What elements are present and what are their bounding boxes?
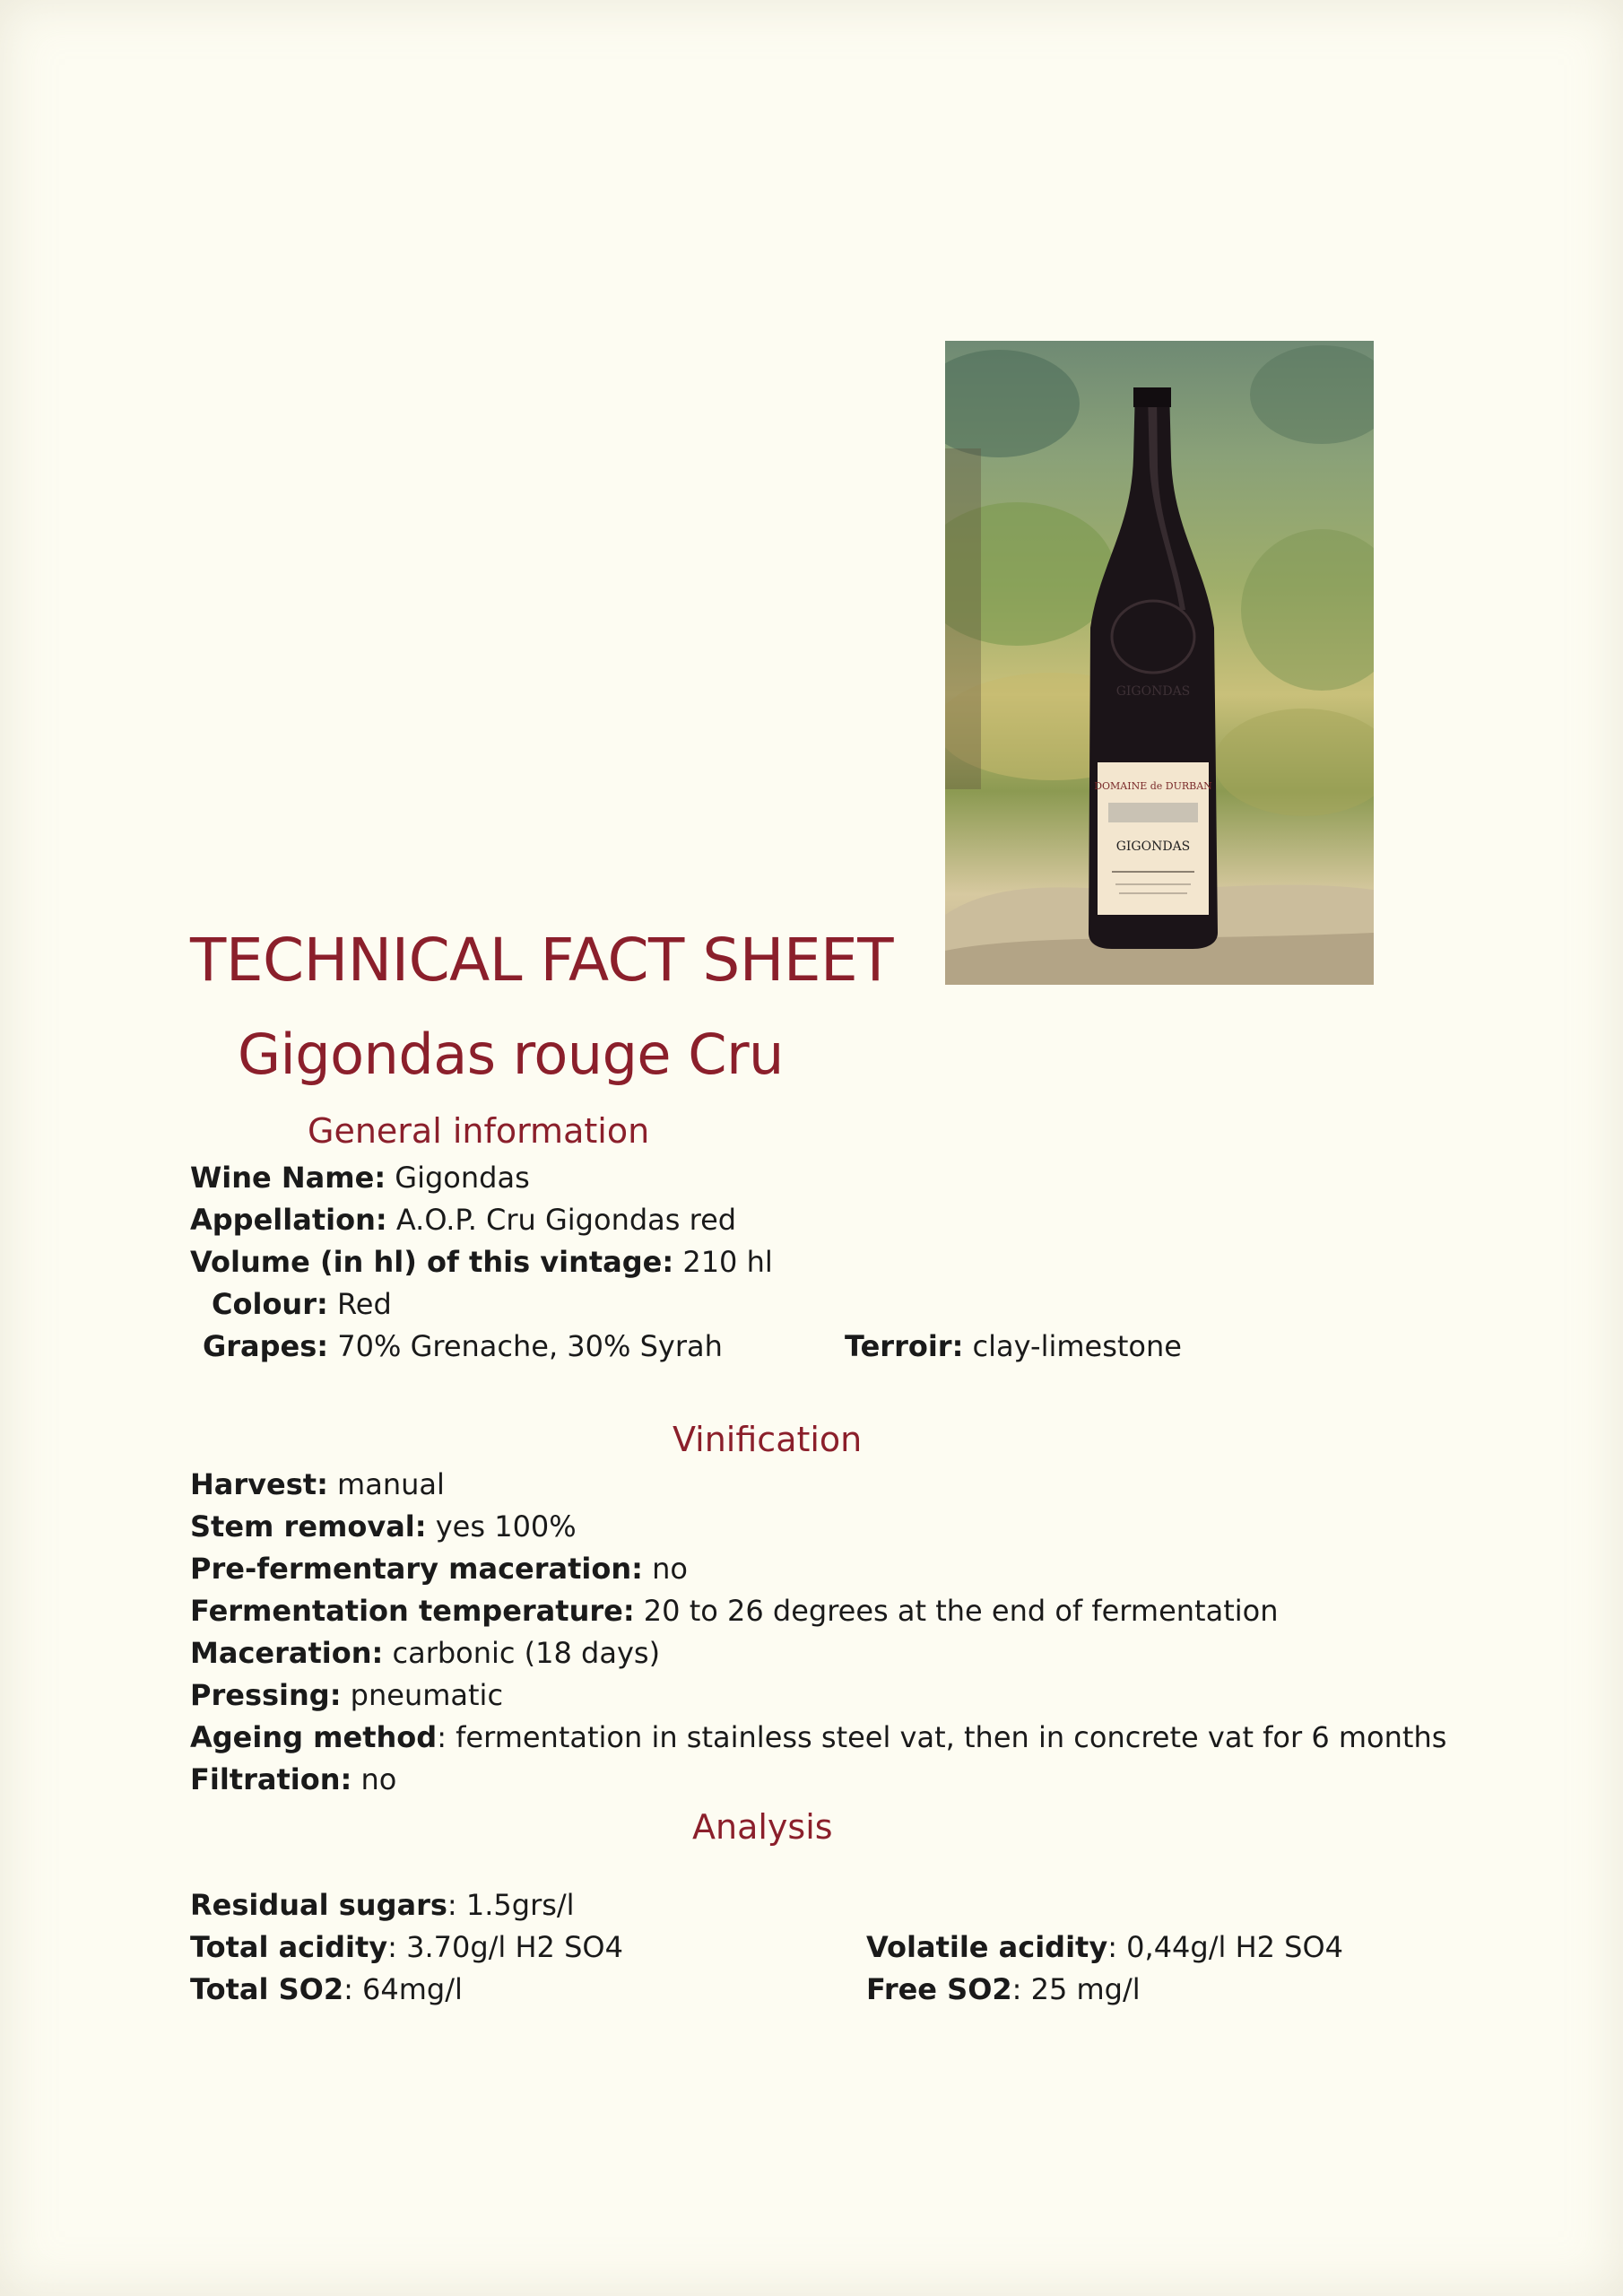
residual-sugars-label: Residual sugars [190,1888,447,1922]
filtration-label: Filtration: [190,1762,352,1796]
pre-fermentary-field [190,1552,688,1586]
harvest-value: manual [327,1467,445,1501]
pre-fermentary-value: no [642,1552,688,1586]
colour-field [212,1287,392,1321]
wine-name-label: Wine Name: [190,1161,386,1195]
appellation-field [190,1203,737,1237]
free-so2-value: : 25 mg/l [1011,1972,1141,2006]
total-acidity-field [190,1930,623,1964]
page-subtitle: Gigondas rouge Cru [238,1022,784,1087]
maceration-label: Maceration: [190,1636,384,1670]
free-so2-field [866,1972,1141,2006]
volume-label: Volume (in hl) of this vintage: [190,1245,674,1279]
total-so2-value: : 64mg/l [343,1972,463,2006]
pressing-value: pneumatic [341,1678,504,1712]
bottle-label-name: GIGONDAS [1115,839,1191,854]
ageing-method-label: Ageing method [190,1720,438,1754]
analysis-heading: Analysis [692,1807,833,1847]
pressing-field [190,1678,504,1712]
ageing-method-field [190,1720,1447,1754]
free-so2-label: Free SO2 [866,1972,1012,2006]
volume-value: 210 hl [673,1245,773,1279]
colour-value: Red [327,1287,392,1321]
grapes-field [203,1329,723,1363]
fermentation-temperature-value: 20 to 26 degrees at the end of fermentation [634,1594,1279,1628]
grapes-value: 70% Grenache, 30% Syrah [328,1329,723,1363]
appellation-value: A.O.P. Cru Gigondas red [386,1203,737,1237]
wine-name-field [190,1161,530,1195]
volatile-acidity-field [866,1930,1344,1964]
total-so2-label: Total SO2 [190,1972,344,2006]
total-acidity-label: Total acidity [190,1930,388,1964]
wine-bottle-photo [945,341,1374,985]
fermentation-temperature-label: Fermentation temperature: [190,1594,635,1628]
residual-sugars-value: : 1.5grs/l [447,1888,575,1922]
volatile-acidity-label: Volatile acidity [866,1930,1108,1964]
wine-name-value: Gigondas [386,1161,530,1195]
filtration-field [190,1762,397,1796]
colour-label: Colour: [212,1287,328,1321]
general-information-heading: General information [308,1111,650,1151]
volatile-acidity-value: : 0,44g/l H2 SO4 [1107,1930,1344,1964]
total-so2-field [190,1972,463,2006]
ageing-method-value: : fermentation in stainless steel vat, then in concrete vat for 6 months [437,1720,1447,1754]
stem-removal-label: Stem removal: [190,1509,427,1544]
terroir-value: clay-limestone [963,1329,1182,1363]
bottle-embossing: GIGONDAS [1115,684,1191,699]
pre-fermentary-label: Pre-fermentary maceration: [190,1552,643,1586]
bottle-label-estate: DOMAINE de DURBAN [1094,780,1212,792]
maceration-field [190,1636,661,1670]
terroir-label: Terroir: [845,1329,964,1363]
vinification-heading: Vinification [673,1420,863,1459]
fermentation-temperature-field [190,1594,1279,1628]
terroir-field [845,1329,1182,1363]
total-acidity-value: : 3.70g/l H2 SO4 [387,1930,623,1964]
grapes-label: Grapes: [203,1329,329,1363]
page-title: TECHNICAL FACT SHEET [190,926,894,995]
harvest-label: Harvest: [190,1467,328,1501]
appellation-label: Appellation: [190,1203,387,1237]
residual-sugars-field [190,1888,575,1922]
stem-removal-field [190,1509,577,1544]
pressing-label: Pressing: [190,1678,342,1712]
harvest-field [190,1467,445,1501]
stem-removal-value: yes 100% [426,1509,577,1544]
volume-field [190,1245,773,1279]
filtration-value: no [352,1762,397,1796]
maceration-value: carbonic (18 days) [383,1636,661,1670]
